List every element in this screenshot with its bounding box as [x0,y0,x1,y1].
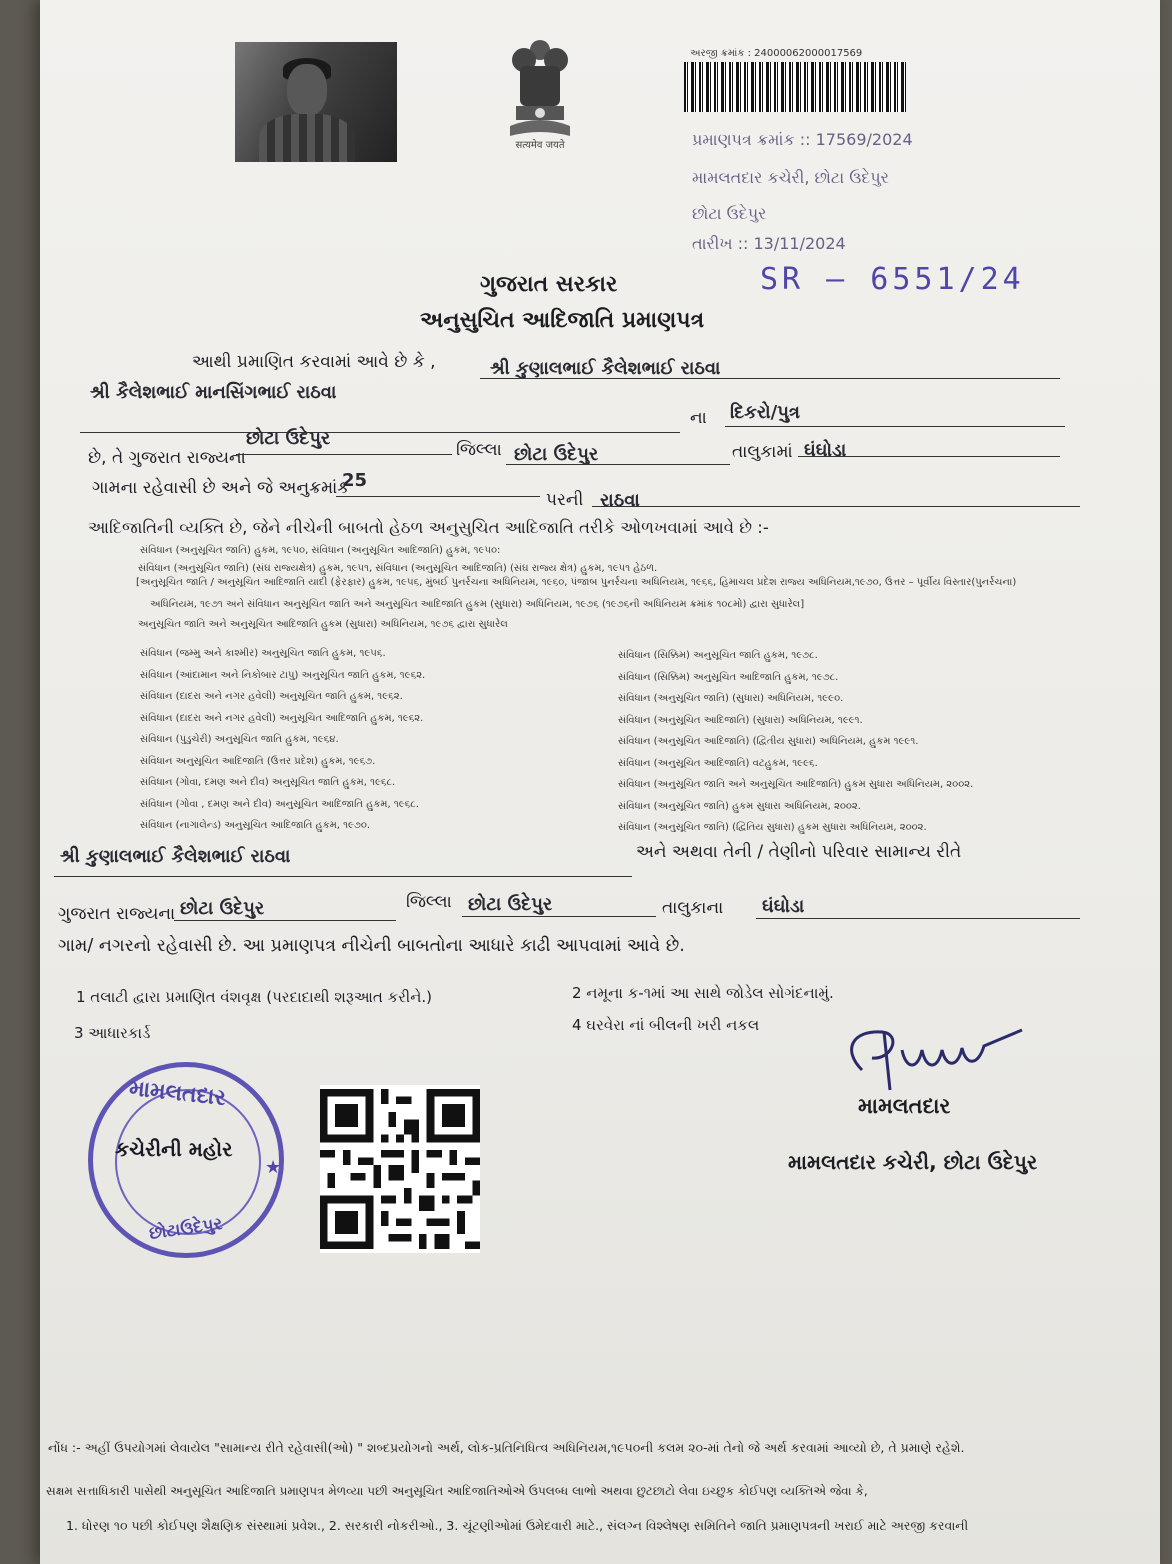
residence-state-prefix: ગુજરાત રાજ્યના [58,904,176,924]
handwritten-reference: SR — 6551/24 [760,262,1025,297]
order-item: સંવિધાન (અનુસૂચિત જાતિ) હુકમ સુધારા અધિનિયમ, ૨૦૦૨. [618,800,861,812]
tribe-value: રાઠવા [600,490,640,511]
residence-name: શ્રી કુણાલભાઈ કૈલેશભાઈ રાઠવા [60,846,291,867]
note-line-1: નોંધ :- અહીં ઉપયોગમાં લેવાયેલ "સામાન્ય રીતે રહેવાસી(ઓ) " શબ્દપ્રયોગનો અર્થ, લોક-પ્રતિનિધિત્વ અધિનિયમ,૧૯૫૦ની કલમ ૨૦-માં તેનો જે અર્થ કરવામાં આવ્યો છે, તે પ્રમાણે રહેશે. [48,1440,965,1455]
tribe-text: આદિજાતિની વ્યક્તિ છે, જેને નીચેની બાબતો હેઠળ અનુસુચિત આદિજાતિ તરીકે ઓળખવામાં આવે છે :- [88,518,769,537]
order-item: સંવિધાન (નાગાલેન્ડ) અનુસૂચિત આદિજાતિ હુકમ, ૧૯૭૦. [140,820,371,831]
residence-state-underline [174,920,396,921]
residence-taluka-underline [756,918,1080,919]
district-value: છોટા ઉદેપુર [514,444,599,465]
signatory-office: મામલતદાર કચેરી, છોટા ઉદેપુર [788,1150,1038,1174]
applicant-name: શ્રી કુણાલભાઈ કૈલેશભાઈ રાઠવા [490,358,721,379]
residence-district-underline [462,916,656,917]
seal-middle-text: કચેરીની મહોર [115,1137,233,1161]
seal-top-text: મામલતદાર [127,1076,227,1111]
order-item: સંવિધાન (સિક્કિમ) અનુસૂચિત જાતિ હુકમ, ૧૯૭૮. [618,650,818,661]
note-line-3: 1. ધોરણ ૧૦ પછી કોઈપણ શૈક્ષણિક સંસ્થામાં પ્રવેશ., 2. સરકારી નોકરીઓ., 3. ચૂંટણીઓમાં ઉમેદવારી માટે., સંલગ્ન વિશ્લેષણ સમિતિને જાતિ પ્રમાણપત્રની ખરાઈ માટે અરજી કરવાની [66,1518,969,1533]
district-underline [506,464,730,465]
order-item: સંવિધાન (અનુસૂચિત આદિજાતિ) (સુધારા) અધિનિયમ, ૧૯૯૧. [618,714,863,726]
tribe-underline [592,506,1080,507]
qr-code-icon [320,1085,480,1253]
serial-prefix: ગામના રહેવાસી છે અને જે અનુક્રમાંક [92,478,350,498]
order-item: સંવિધાન (ગોવા, દમણ અને દીવ) અનુસૂચિત જાતિ હુકમ, ૧૯૬૮. [140,777,396,788]
relation-value: દિકરો/પુત્ર [730,402,800,423]
village-text: ગામ/ નગરનો રહેવાસી છે. આ પ્રમાણપત્ર નીચેની બાબતોના આધારે કાઢી આપવામાં આવે છે. [58,936,685,956]
order-item: સંવિધાન (દાદરા અને નગર હવેલી) અનુસૂચિત જાતિ હુકમ, ૧૯૬૨. [140,691,403,702]
order-item: સંવિધાન (પુડુચેરી) અનુસૂચિત જાતિ હુકમ, ૧૯૬૪. [140,734,339,745]
residence-taluka-value: ઘંઘોડા [762,896,805,917]
legal-intro-5: અનુસૂચિત જાતિ અને અનુસૂચિત આદિજાતિ હુકમ (સુધારા) અધિનિયમ, ૧૯૭૬ દ્વારા સુધારેલ [138,619,508,630]
orders-left-column [140,648,425,842]
legal-intro-4: અધિનિયમ, ૧૯૭૧ અને સંવિધાન અનુસૂચિત જાતિ અને અનુસૂચિત આદિજાતિ હુકમ (સુધારા) અધિનિયમ, ૧૯૭૬ (૧૯૭૬ની અધિનિયમ ક્રમાંક ૧૦૮મો) દ્વારા સુધારેલ] [150,599,805,610]
certificate-number: પ્રમાણપત્ર ક્રમાંક :: 17569/2024 [692,130,913,149]
order-item: સંવિધાન (સિક્કિમ) અનુસૂચિત આદિજાતિ હુકમ, ૧૯૭૮. [618,671,839,683]
district-label: જિલ્લા [456,440,502,460]
state-value: છોટા ઉદેપુર [246,428,331,449]
certificate-paper [40,0,1160,1564]
taluka-value: ઘંઘોડા [804,440,847,461]
name-underline [480,378,1060,379]
signatory-designation: મામલતદાર [858,1094,951,1118]
issuing-office: મામલતદાર કચેરી, છોટા ઉદેપુર [692,168,889,187]
note-line-2: સક્ષમ સત્તાધિકારી પાસેથી અનુસૂચિત આદિજાતિ પ્રમાણપત્ર મેળવ્યા પછી અનુસૂચિત આદિજાતિઓએ ઉપલબ્ધ લાભો અથવા છુટછાટો લેવા ઇચ્છુક કોઈપણ વ્યક્તિએ જેવા કે, [46,1484,868,1498]
state-prefix: છે, તે ગુજરાત રાજ્યના [88,448,246,468]
order-item: સંવિધાન (દાદરા અને નગર હવેલી) અનુસૂચિત આદિજાતિ હુકમ, ૧૯૬૨. [140,712,424,724]
serial-underline [336,496,540,497]
barcode [684,62,906,112]
document-1: 1 તલાટી દ્વારા પ્રમાણિત વંશવૃક્ષ (પરદાદાથી શરૂઆત કરીને.) [76,988,433,1006]
order-item: સંવિધાન (ગોવા , દમણ અને દીવ) અનુસૂચિત આદિજાતિ હુકમ, ૧૯૬૮. [140,798,419,810]
document-2: 2 નમૂના ક-૧માં આ સાથે જોડેલ સોગંદનામું. [572,984,834,1002]
taluka-underline [798,456,1060,457]
legal-intro-1: સંવિધાન (અનુસૂચિત જાતિ) હુકમ, ૧૯૫૦, સંવિધાન (અનુસૂચિત આદિજાતિ) હુકમ, ૧૯૫૦: [140,545,501,556]
document-3: 3 આધારકાર્ડ [74,1024,151,1042]
order-item: સંવિધાન (અનુસૂચિત જાતિ અને અનુસૂચિત આદિજાતિ) હુકમ સુધારા અધિનિયમ, ૨૦૦૨. [618,779,974,790]
tribe-label: પરની [546,490,584,510]
father-name: શ્રી કૈલેશભાઈ માનસિંગભાઈ રાઠવા [90,382,337,403]
order-item: સંવિધાન (અનુસૂચિત આદિજાતિ) (દ્વિતીય સુધારા) અધિનિયમ, હુકમ ૧૯૯૧. [618,736,919,747]
issuing-place: છોટા ઉદેપુર [692,204,767,223]
legal-intro-3: [અનુસૂચિત જાતિ / અનુસૂચિત આદિજાતિ યાદી (ફેરફાર) હુકમ, ૧૯૫૬, મુંબઈ પુનર્રચના અધિનિયમ, ૧૯૬૦, પંજાબ પુનર્રચના અધિનિયમ, ૧૯૬૬, હિમાચલ પ્રદેશ રાજ્ય અધિનિયમ,૧૯૭૦, ઉત્તર – પૂર્વીય વિસ્તાર(પુનર્રચના) [136,577,1017,588]
government-title: ગુજરાત સરકાર [480,272,618,297]
order-item: સંવિધાન (અનુસૂચિત જાતિ) (દ્વિતિય સુધારા) હુકમ સુધારા અધિનિયમ, ૨૦૦૨. [618,822,927,833]
legal-intro-2: સંવિધાન (અનુસૂચિત જાતિ) (સંઘ રાજ્યક્ષેત્ર) હુકમ, ૧૯૫૧, સંવિધાન (અનુસૂચિત આદિજાતિ) (સંઘ રાજ્ય ક્ષેત્ર) હુકમ, ૧૯૫૧ હેઠળ. [138,563,658,574]
order-item: સંવિધાન (આંદામાન અને નિકોબાર ટાપુ) અનુસૂચિત જાતિ હુકમ, ૧૯૬૨. [140,669,426,681]
orders-right-column [618,650,973,844]
order-item: સંવિધાન (અનુસૂચિત આદિજાતિ) વટહુકમ, ૧૯૯૬. [618,757,818,769]
certify-text: આથી પ્રમાણિત કરવામાં આવે છે કે , [192,352,436,372]
family-text: અને અથવા તેની / તેણીનો પરિવાર સામાન્ય રીતે [636,842,962,862]
relation-underline [725,426,1065,427]
star-icon: ★ [265,1157,282,1178]
taluka-label: તાલુકામાં [732,442,793,462]
order-item: સંવિધાન (અનુસૂચિત જાતિ) (સુધારા) અધિનિયમ, ૧૯૯૦. [618,693,844,704]
issue-date: તારીખ :: 13/11/2024 [692,234,846,253]
father-underline [80,432,680,433]
residence-district-value: છોટા ઉદેપુર [468,894,553,915]
residence-taluka-label: તાલુકાના [662,898,724,918]
emblem-caption: सत्यमेव जयते [515,140,565,151]
order-item: સંવિધાન (જમ્મુ અને કાશ્મીર) અનુસૂચિત જાતિ હુકમ, ૧૯૫૬. [140,648,386,659]
serial-value: 25 [342,470,368,491]
signature-icon [832,1010,1032,1100]
state-underline [236,454,452,455]
office-seal [88,1062,284,1258]
residence-district-label: જિલ્લા [406,892,452,912]
seal-bottom-text: છોટાઉદેપુર [147,1213,224,1245]
application-number: અરજી ક્રમાંક : 24000062000017569 [690,48,863,59]
na-label: ના [690,408,707,428]
residence-state-value: છોટા ઉદેપુર [180,898,265,919]
applicant-photo [235,42,397,162]
certificate-title: અનુસુચિત આદિજાતિ પ્રમાણપત્ર [420,308,705,333]
order-item: સંવિધાન અનુસૂચિત આદિજાતિ (ઉત્તર પ્રદેશ) હુકમ, ૧૯૬૭. [140,755,376,767]
document-4: 4 ઘરવેરા નાં બીલની ખરી નકલ [572,1016,760,1034]
residence-name-underline [54,876,632,877]
